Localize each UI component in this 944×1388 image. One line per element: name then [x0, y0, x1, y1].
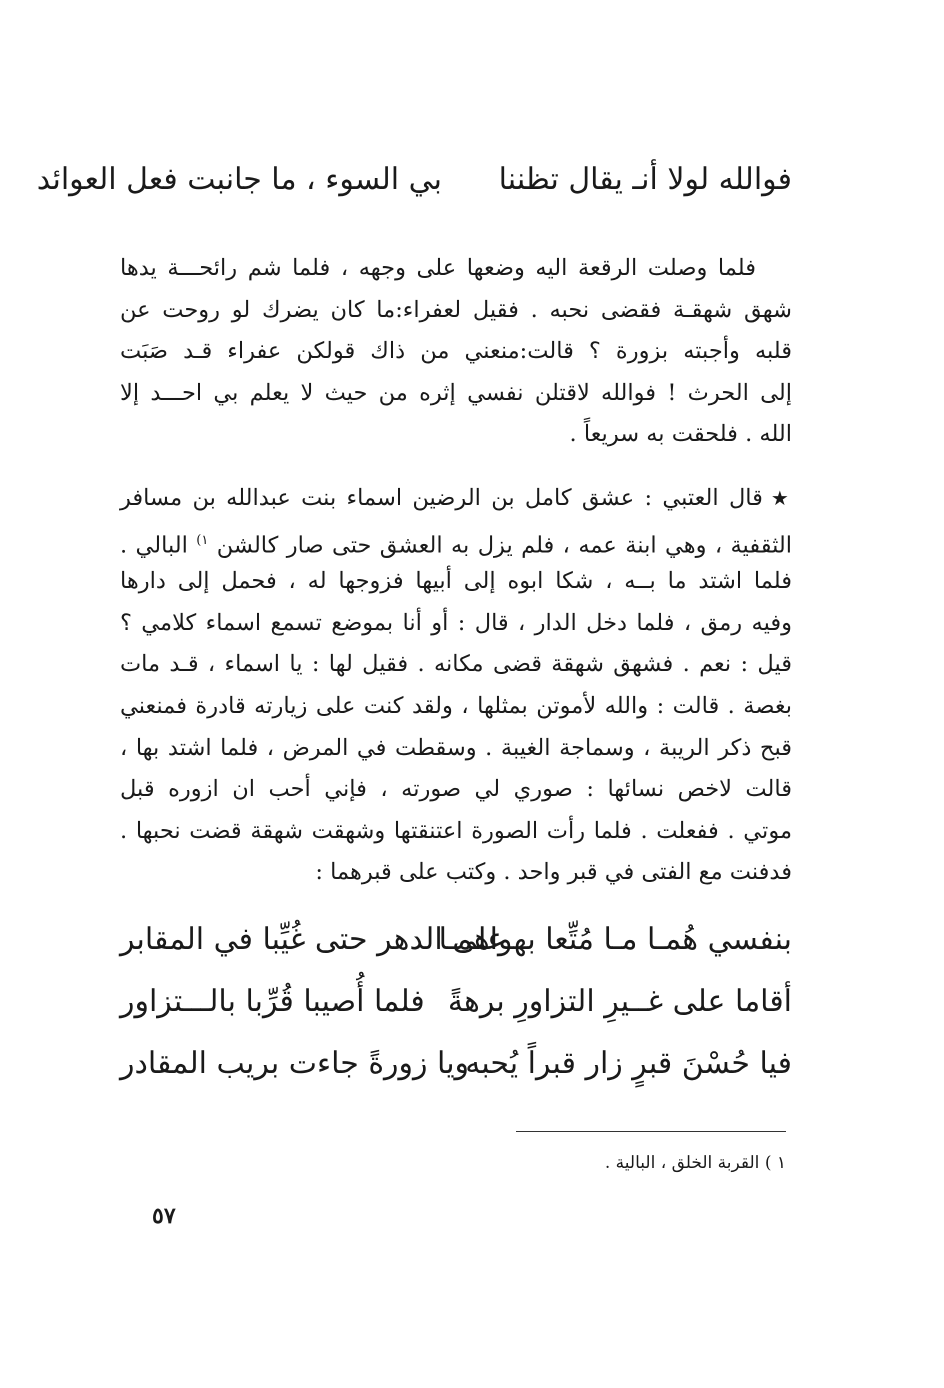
paragraph-line: بغصة . قالت : والله لأموتن بمثلها ، ولقد كنت على زيارته قادرة فمنعني: [120, 692, 792, 719]
footnote-marker: ١ ): [764, 1153, 786, 1173]
paragraph-line: [120, 478, 792, 520]
paragraph-line: قيل : نعم . فشهق شهقة قضى مكانه . فقيل لها : يا اسماء ، قـد مات: [120, 651, 792, 678]
paragraph-line-text: الثقفية ، وهي ابنة عمه ، فلم يزل به العشق حتى صار كالشن: [216, 532, 792, 559]
top-verse-left-hemistich: بي السوء ، ما جانبت فعل العوائد: [36, 162, 442, 197]
paragraph-line: فلما وصلت الرقعة اليه وضعها على وجهه ، فلما شم رائحـــة يدها: [120, 255, 756, 281]
paragraph-line: قالت لاخص نسائها : صوري لي صورته ، فإني أحب ان ازوره قبل: [120, 776, 792, 803]
paragraph-line: شهق شهقـة فقضى نحبه . فقيل لعفراء:ما كان يضرك لو روحت عن: [120, 296, 792, 323]
star-marker: ★: [770, 486, 792, 510]
poem-first-hemistich: أقاما على غــيرِ التزاورِ برهةً: [447, 984, 792, 1019]
paragraph-line: وفيه رمق ، فلما دخل الدار ، قال : أو أنا بموضع تسمع اسماء كلامي ؟: [120, 609, 792, 636]
paragraph-line: فلما اشتد ما بــه ، شكا ابوه إلى أبيها فزوجها له ، فحمل إلى دارها: [120, 568, 792, 595]
poem-second-hemistich: فلما أُصيبا قُرِّبا بالـــتزاور: [120, 984, 425, 1019]
paragraph-1: [120, 248, 792, 456]
poem-second-hemistich: على الدهر حتى غُيِّبا في المقابر: [120, 922, 506, 957]
poem-verse: [120, 910, 792, 970]
paragraph-line-text: قال العتبي : عشق كامل بن الرضين اسماء بنت عبدالله بن مسافر: [120, 485, 763, 511]
footnote: [605, 1150, 786, 1176]
paragraph-line: الله . فلحقت به سريعاً .: [569, 421, 792, 448]
page-number: ٥٧: [152, 1203, 176, 1229]
poem-verse: [120, 1034, 792, 1094]
paragraph-2: [120, 478, 792, 894]
poem-first-hemistich: بنفسي هُمـا مـا مُتِّعا بهواهمـا: [438, 922, 792, 957]
paragraph-line: فدفنت مع الفتى في قبر واحد . وكتب على قبرهما :: [315, 859, 792, 886]
footnote-reference[interactable]: ١): [196, 532, 209, 548]
poem-second-hemistich: ويا زورةً جاءت بريب المقادر: [120, 1046, 470, 1081]
paragraph-line: موتي . ففعلت . فلما رأت الصورة اعتنقتها وشهقت شهقة قضت نحبها .: [120, 817, 792, 844]
paragraph-line: [120, 520, 792, 562]
paragraph-line: إلى الحرث ! فوالله لاقتلن نفسي إثره من حيث لا يعلم بي احـــد إلا: [120, 379, 792, 406]
poem-verse: [120, 972, 792, 1032]
paragraph-line-tail: البالي .: [120, 532, 188, 559]
paragraph-line: قلبه وأجبته بزورة ؟ قالت:منعني من ذاك قولكن عفراء قـد صَبَت: [120, 338, 792, 365]
footnote-divider: [516, 1131, 786, 1132]
top-verse-right-hemistich: فوالله لولا أنـ يقال تظننا: [498, 162, 792, 197]
paragraph-line: قبح ذكر الريبة ، وسماجة الغيبة . وسقطت في المرض ، فلما اشتد بها ،: [120, 734, 792, 761]
poem-first-hemistich: فيا حُسْنَ قبرٍ زار قبراً يُحبه: [465, 1046, 792, 1081]
footnote-text: القربة الخلق ، البالية .: [604, 1153, 760, 1173]
